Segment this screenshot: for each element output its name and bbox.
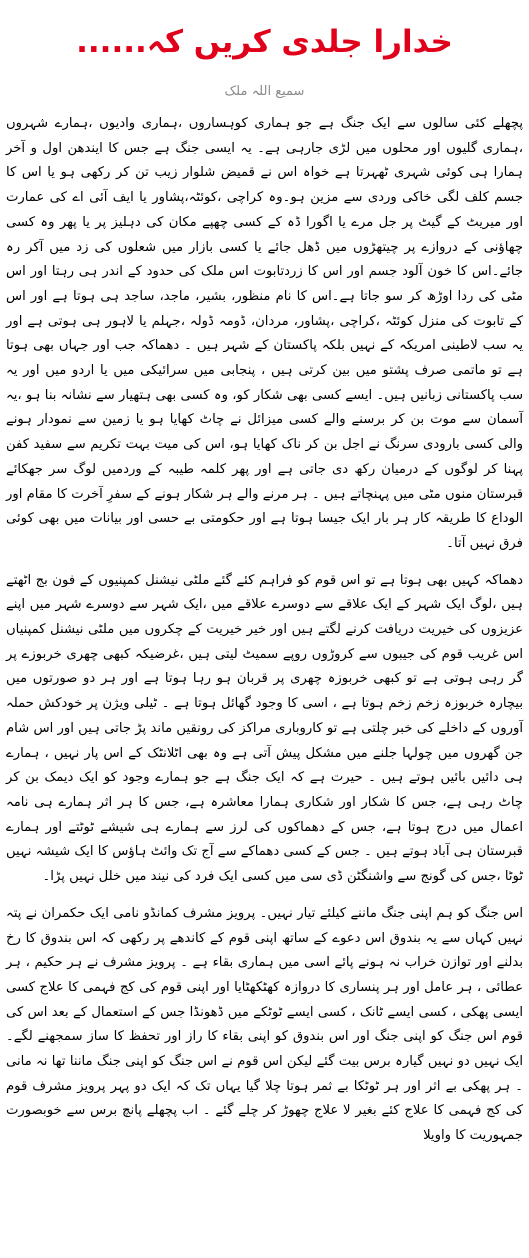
article-body [6, 112, 523, 1149]
article-paragraph: اس جنگ کو ہم اپنی جنگ ماننے کیلئے تیار نہیں۔ پرویز مشرف کمانڈو نامی ایک حکمران نے پتہ نہیں کہاں سے یہ بندوق اس دعوے کے ساتھ اپنی قوم کے کاندھے پر رکھی کہ اس بندوق کا رخ بدلنے اور توازن خراب نہ ہونے پائے اسی میں ہماری بقاء ہے ۔ پرویز مشرف نے ہر حکیم ، ہر عطائی ، ہر عامل اور ہر پنساری کا دروازہ کھٹکھٹایا اور اپنی قوم کی کج فہمی کا علاج کسی ایسی پھکی ، کسی ایسے ٹانک ، کسی ایسے ٹوٹکے میں ڈھونڈا جس کے استعمال کے بعد اس کی قوم اس جنگ کو اپنی جنگ اور اس بندوق کو اپنی بقاء کا راز اور تحفظ کا ساز سمجھنے لگے۔ ایک نہیں دو نہیں گیارہ برس بیت گئے لیکن اس قوم نے اس جنگ کو اپنی جنگ ماننا تھا نہ مانی ۔ ہر پھکی بے اثر اور ہر ٹوٹکا بے ثمر ہوتا چلا گیا یہاں تک کہ ایک دو پہر پرویز مشرف قوم کی کج فہمی کا علاج کئے بغیر لا علاج چھوڑ کر چلے گئے ۔ اب پچھلے پانچ برس سے خوبصورت جمہوریت کا واویلا [6, 905, 523, 1144]
article-paragraph: پچھلے کئی سالوں سے ایک جنگ ہے جو ہماری کوہساروں ،ہماری وادیوں ،ہمارے شہروں ،ہماری گلیوں اور محلوں میں لڑی جارہی ہے۔ یہ ایسی جنگ ہے جس کا ایندھن اول و آخر ہمارا ہی کوئی شہری ٹھہرتا ہے خواہ اس نے قمیض شلوار زیب تن کر رکھی ہو یا اس کا جسم کلف لگی خاکی وردی سے مزین ہو۔وہ کراچی ،کوئٹہ،پشاور یا ایف آئی اے کی عمارت اور میریٹ کے گیٹ پر جل مرے یا اگورا ڈہ کے کسی چھپے مکان کی دہلیز پر یا پھر وہ کسی چھاؤنی کے دروازے پر چیتھڑوں میں ڈھل جائے یا کسی بازار میں شعلوں کی زد میں آکر رہ جائے۔اس کا خون آلود جسم اور اس کا زردتابوت اس ملک کی حدود کے اندر ہی رہتا اور اس مٹی کی ردا اوڑھ کر سو جاتا ہے۔اس کا نام منظور، بشیر، ماجد، ساجد ہی ہوتا ہے اور اس کے تابوت کی منزل کوئٹہ ،کراچی ،پشاور، مردان، ڈومہ ڈولہ ،جہلم یا لاہور ہی ہوتی ہے اور یہ سب لاطینی امریکہ کے نہیں بلکہ پاکستان کے شہر ہیں ۔ دھماکہ جب اور جہاں بھی ہوتا ہے تو ماتمی صرف پشتو میں بین کرتی ہیں ، پنجابی میں سرائیکی میں یا اردو میں اور یہ سب پاکستانی زبانیں ہیں۔ ایسے کسی بھی شکار کو، وہ کسی بھی ہتھیار سے نشانہ بنا ہو ،یہ آسمان سے موت بن کر برسنے والے کسی میزائل نے چاٹ کھایا ہو یا زمین سے نمودار ہونے والی کسی بارودی سرنگ نے اجل بن کر ناک کھایا ہو، اس کی میت بہت تکریم سے سفید کفن پہنا کر لوگوں کے درمیان رکھ دی جاتی ہے اور پھر کلمہ طیبہ کے وردمیں لوگ سر جھکائے قبرستان منوں مٹی میں پہنچاتے ہیں ۔ ہر مرنے والے ہر شکار ہونے کے سفرِ آخرت کا مقام اور الوداع کا طریقہ کار ہر بار ایک جیسا ہوتا ہے اور حکومتی بے حسی اور بیانات میں بھی کوئی فرق نہیں آتا۔ [6, 116, 523, 551]
author-byline: سمیع اللہ ملک [224, 84, 305, 99]
article-paragraph: دھماکہ کہیں بھی ہوتا ہے تو اس قوم کو فراہم کئے گئے ملٹی نیشنل کمپنیوں کے فون بج اٹھتے ہیں ،لوگ ایک شہر کے ایک علاقے سے دوسرے علاقے میں ،ایک شہر سے دوسرے شہر میں اپنے عزیزوں کی خیریت دریافت کرنے لگتے ہیں اور خیر خیریت کے چکروں میں ملٹی نیشنل کمپنیاں اس غریب قوم کی جیبوں سے کروڑوں روپے سمیٹ لیتی ہیں ،غرضیکہ کبھی چھری خربوزے پر گر رہی ہوتی ہے تو کبھی خربوزہ چھری پر قربان ہو رہا ہوتا ہے اور ہر دو صورتوں میں بیچارہ خربوزہ زخم زخم ہوتا ہے ، اسی کا وجود گھائل ہوتا ہے ۔ ٹیلی ویژن پر خودکش حملہ آوروں کے داخلے کی خبر چلتی ہے تو کاروباری مراکز کی رونقیں ماند پڑ جاتی ہیں اور اس شام جن گھروں میں چولہا جلنے میں مشکل پیش آتی ہے وہ بھی اٹلانٹک کے اس پار نہیں ، ہمارے ہی دائیں بائیں ہوتے ہیں ۔ حیرت ہے کہ ایک جنگ ہے جو ہمارے وجود کو ایک دیمک بن کر چاٹ رہی ہے، جس کا شکار اور شکاری ہمارا معاشرہ ہے، جس کا ہر اثر ہمارے ہی نامہ اعمال میں درج ہوتا ہے، جس کے دھماکوں کی لرز سے ہمارے ہی شیشے ٹوٹتے اور ہمارے قبرستان ہی آباد ہوتے ہیں ۔ جس کے کسی دھماکے سے آج تک وائٹ ہاؤس کا ایک شیشہ نہیں ٹوٹا ،جس کی گونج سے واشنگٹن ڈی سی میں کسی ایک فرد کی نیند میں خلل نہیں پڑا۔ [6, 572, 523, 885]
article-headline: خدارا جلدی کریں کہ...... [76, 24, 453, 60]
